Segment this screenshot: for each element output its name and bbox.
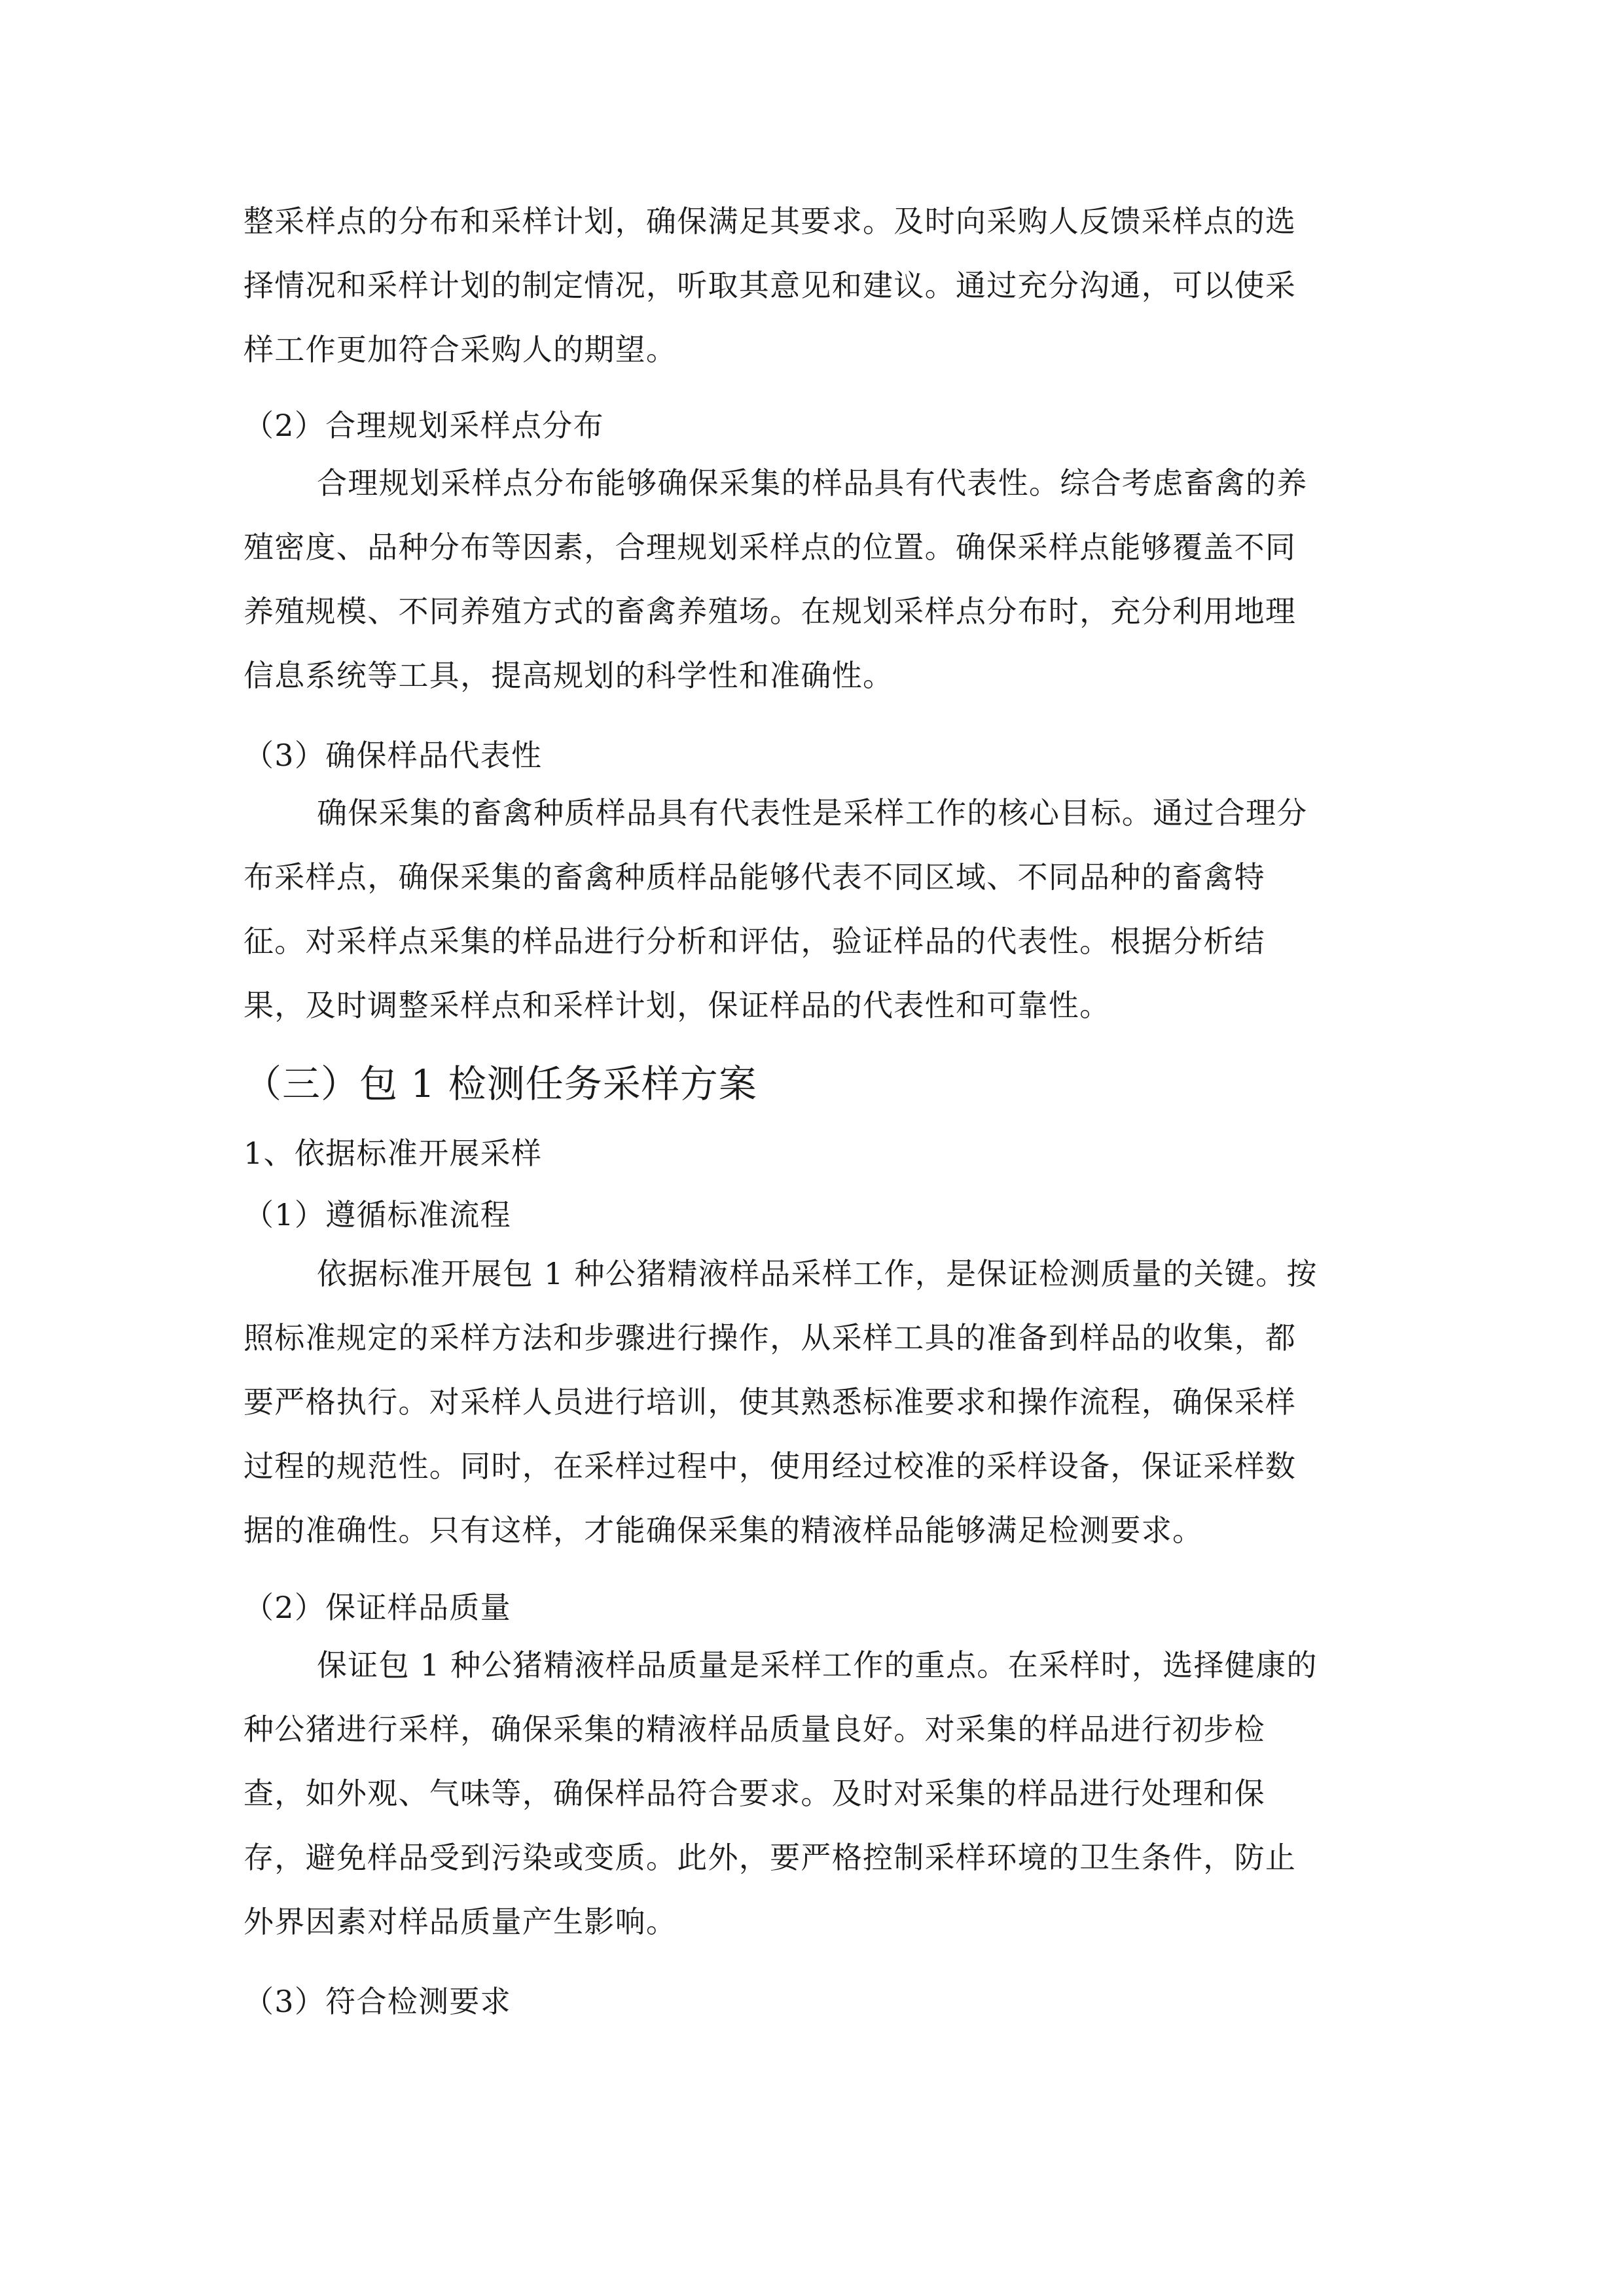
subheading: （2）合理规划采样点分布: [244, 408, 604, 443]
paragraph-line: 合理规划采样点分布能够确保采集的样品具有代表性。综合考虑畜禽的养: [317, 465, 1308, 501]
paragraph-line: 存，避免样品受到污染或变质。此外，要严格控制采样环境的卫生条件，防止: [244, 1840, 1297, 1875]
paragraph-line: 据的准确性。只有这样，才能确保采集的精液样品能够满足检测要求。: [244, 1513, 1204, 1548]
subheading: （3）符合检测要求: [244, 1984, 511, 2019]
paragraph-line: 照标准规定的采样方法和步骤进行操作，从采样工具的准备到样品的收集，都: [244, 1320, 1297, 1355]
paragraph-line: 果，及时调整采样点和采样计划，保证样品的代表性和可靠性。: [244, 988, 1111, 1023]
paragraph-line: 布采样点，确保采集的畜禽种质样品能够代表不同区域、不同品种的畜禽特: [244, 859, 1265, 895]
paragraph-line: 种公猪进行采样，确保采集的精液样品质量良好。对采集的样品进行初步检: [244, 1712, 1265, 1747]
subheading: （1）遵循标准流程: [244, 1197, 511, 1232]
paragraph-line: 要严格执行。对采样人员进行培训，使其熟悉标准要求和操作流程，确保采样: [244, 1384, 1297, 1420]
paragraph-line: 外界因素对样品质量产生影响。: [244, 1904, 677, 1939]
paragraph-line: 信息系统等工具，提高规划的科学性和准确性。: [244, 658, 894, 693]
subheading: （2）保证样品质量: [244, 1590, 511, 1625]
paragraph-line: 查，如外观、气味等，确保样品符合要求。及时对采集的样品进行处理和保: [244, 1776, 1265, 1811]
subsection-heading: 1、依据标准开展采样: [244, 1136, 543, 1171]
paragraph-line: 征。对采样点采集的样品进行分析和评估，验证样品的代表性。根据分析结: [244, 924, 1265, 959]
subheading: （3）确保样品代表性: [244, 738, 543, 773]
paragraph-line: 养殖规模、不同养殖方式的畜禽养殖场。在规划采样点分布时，充分利用地理: [244, 594, 1297, 629]
paragraph-line: 样工作更加符合采购人的期望。: [244, 332, 677, 367]
paragraph-line: 择情况和采样计划的制定情况，听取其意见和建议。通过充分沟通，可以使采: [244, 268, 1297, 303]
paragraph-line: 保证包 1 种公猪精液样品质量是采样工作的重点。在采样时，选择健康的: [317, 1647, 1318, 1683]
section-heading: （三）包 1 检测任务采样方案: [244, 1062, 757, 1106]
paragraph-line: 过程的规范性。同时，在采样过程中，使用经过校准的采样设备，保证采样数: [244, 1448, 1297, 1484]
paragraph-line: 依据标准开展包 1 种公猪精液样品采样工作，是保证检测质量的关键。按: [317, 1256, 1318, 1291]
paragraph-line: 殖密度、品种分布等因素，合理规划采样点的位置。确保采样点能够覆盖不同: [244, 529, 1297, 565]
paragraph-line: 确保采集的畜禽种质样品具有代表性是采样工作的核心目标。通过合理分: [317, 795, 1308, 831]
paragraph-line: 整采样点的分布和采样计划，确保满足其要求。及时向采购人反馈采样点的选: [244, 204, 1297, 239]
